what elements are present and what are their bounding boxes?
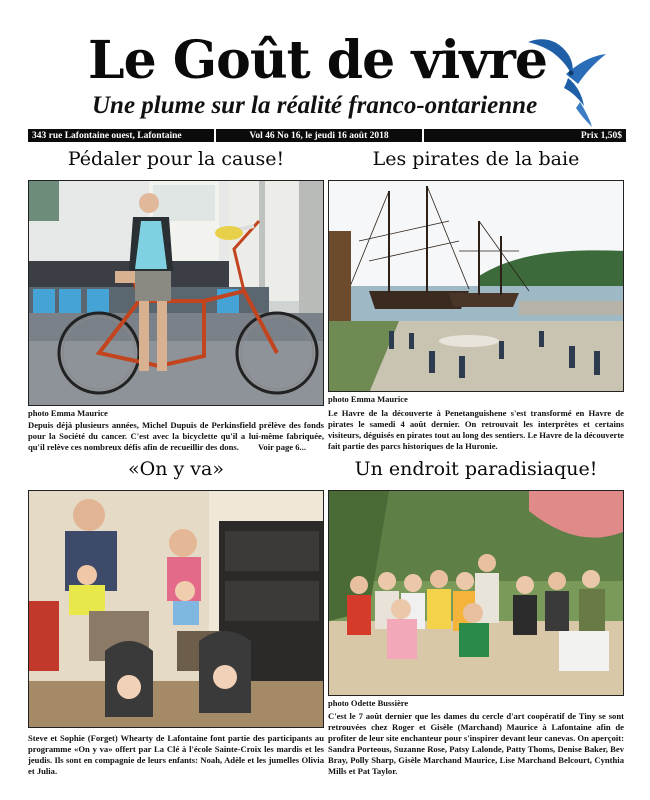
seagull-icon [522, 28, 608, 128]
photo-art-circle [328, 490, 624, 696]
headline-pirates: Les pirates de la baie [372, 148, 580, 170]
headline-velo: Pédaler pour la cause! [67, 148, 285, 170]
headline-paradis: Un endroit paradisiaque! [354, 458, 598, 480]
photo-pirate-ships [328, 180, 624, 392]
address-text: 343 rue Lafontaine ouest, Lafontaine [32, 130, 182, 141]
newspaper-tagline: Une plume sur la réalité franco-ontarienne [92, 92, 538, 119]
caption-velo-text: Depuis déjà plusieurs années, Michel Dupuis de Perkinsfield prélève des fonds pour la Société du cancer. C'est avec la bicyclette qu'il a lui-même fabriquée, qu'il relève ces nombreux défis afin de recueillir des dons. [28, 420, 324, 452]
photo-credit-pirates: photo Emma Maurice [328, 394, 408, 404]
masthead [0, 0, 650, 130]
caption-on-y-va: Steve et Sophie (Forget) Whearty de Lafontaine font partie des participants au programme «On y va» offert par La Clé à l'école Sainte-Croix les mardis et les jeudis. Ils sont en compagnie de leurs enfants: Noah, Adèle et les jumelles Olivia et Julia. [28, 733, 324, 776]
photo-credit-velo: photo Emma Maurice [28, 408, 108, 418]
caption-paradis: C'est le 7 août dernier que les dames du cercle d'art coopératif de Tiny se sont retrouvées chez Roger et Gisèle (Marchand) Maurice à Lafontaine afin de profiter de leur site enchanteur pour s'inspirer devant leur canevas. On aperçoit: Sandra Porteous, Suzanne Rose, Patsy Lalonde, Patty Thoms, Denise Baker, Bev Bray, Polly Sharp, Gisèle Marchand Maurice, Lise Marchand Belcourt, Cynthia Mills et Pat Taylor. [328, 711, 624, 776]
photo-credit-paradis: photo Odette Bussière [328, 698, 409, 708]
price-text: Prix 1,50$ [580, 130, 622, 141]
newspaper-title: Le Goût de vivre [88, 30, 547, 91]
caption-pirates: Le Havre de la découverte à Penetanguishene s'est transformé en Havre de pirates le samedi 4 août dernier. On retrouvait les interprètes et certains visiteurs, déguisés en pirates tout au long des sentiers. Le Havre de la découverte fait partie des parcs historiques de la Huronie. [328, 408, 624, 451]
caption-velo [28, 420, 324, 453]
photo-tandem-bicycle [28, 180, 324, 406]
see-page-link[interactable]: Voir page 6... [258, 442, 306, 452]
volume-date-text: Vol 46 No 16, le jeudi 16 août 2018 [249, 130, 389, 141]
headline-on-y-va: «On y va» [128, 458, 224, 480]
issue-info-bar [28, 129, 626, 142]
photo-family [28, 490, 324, 728]
